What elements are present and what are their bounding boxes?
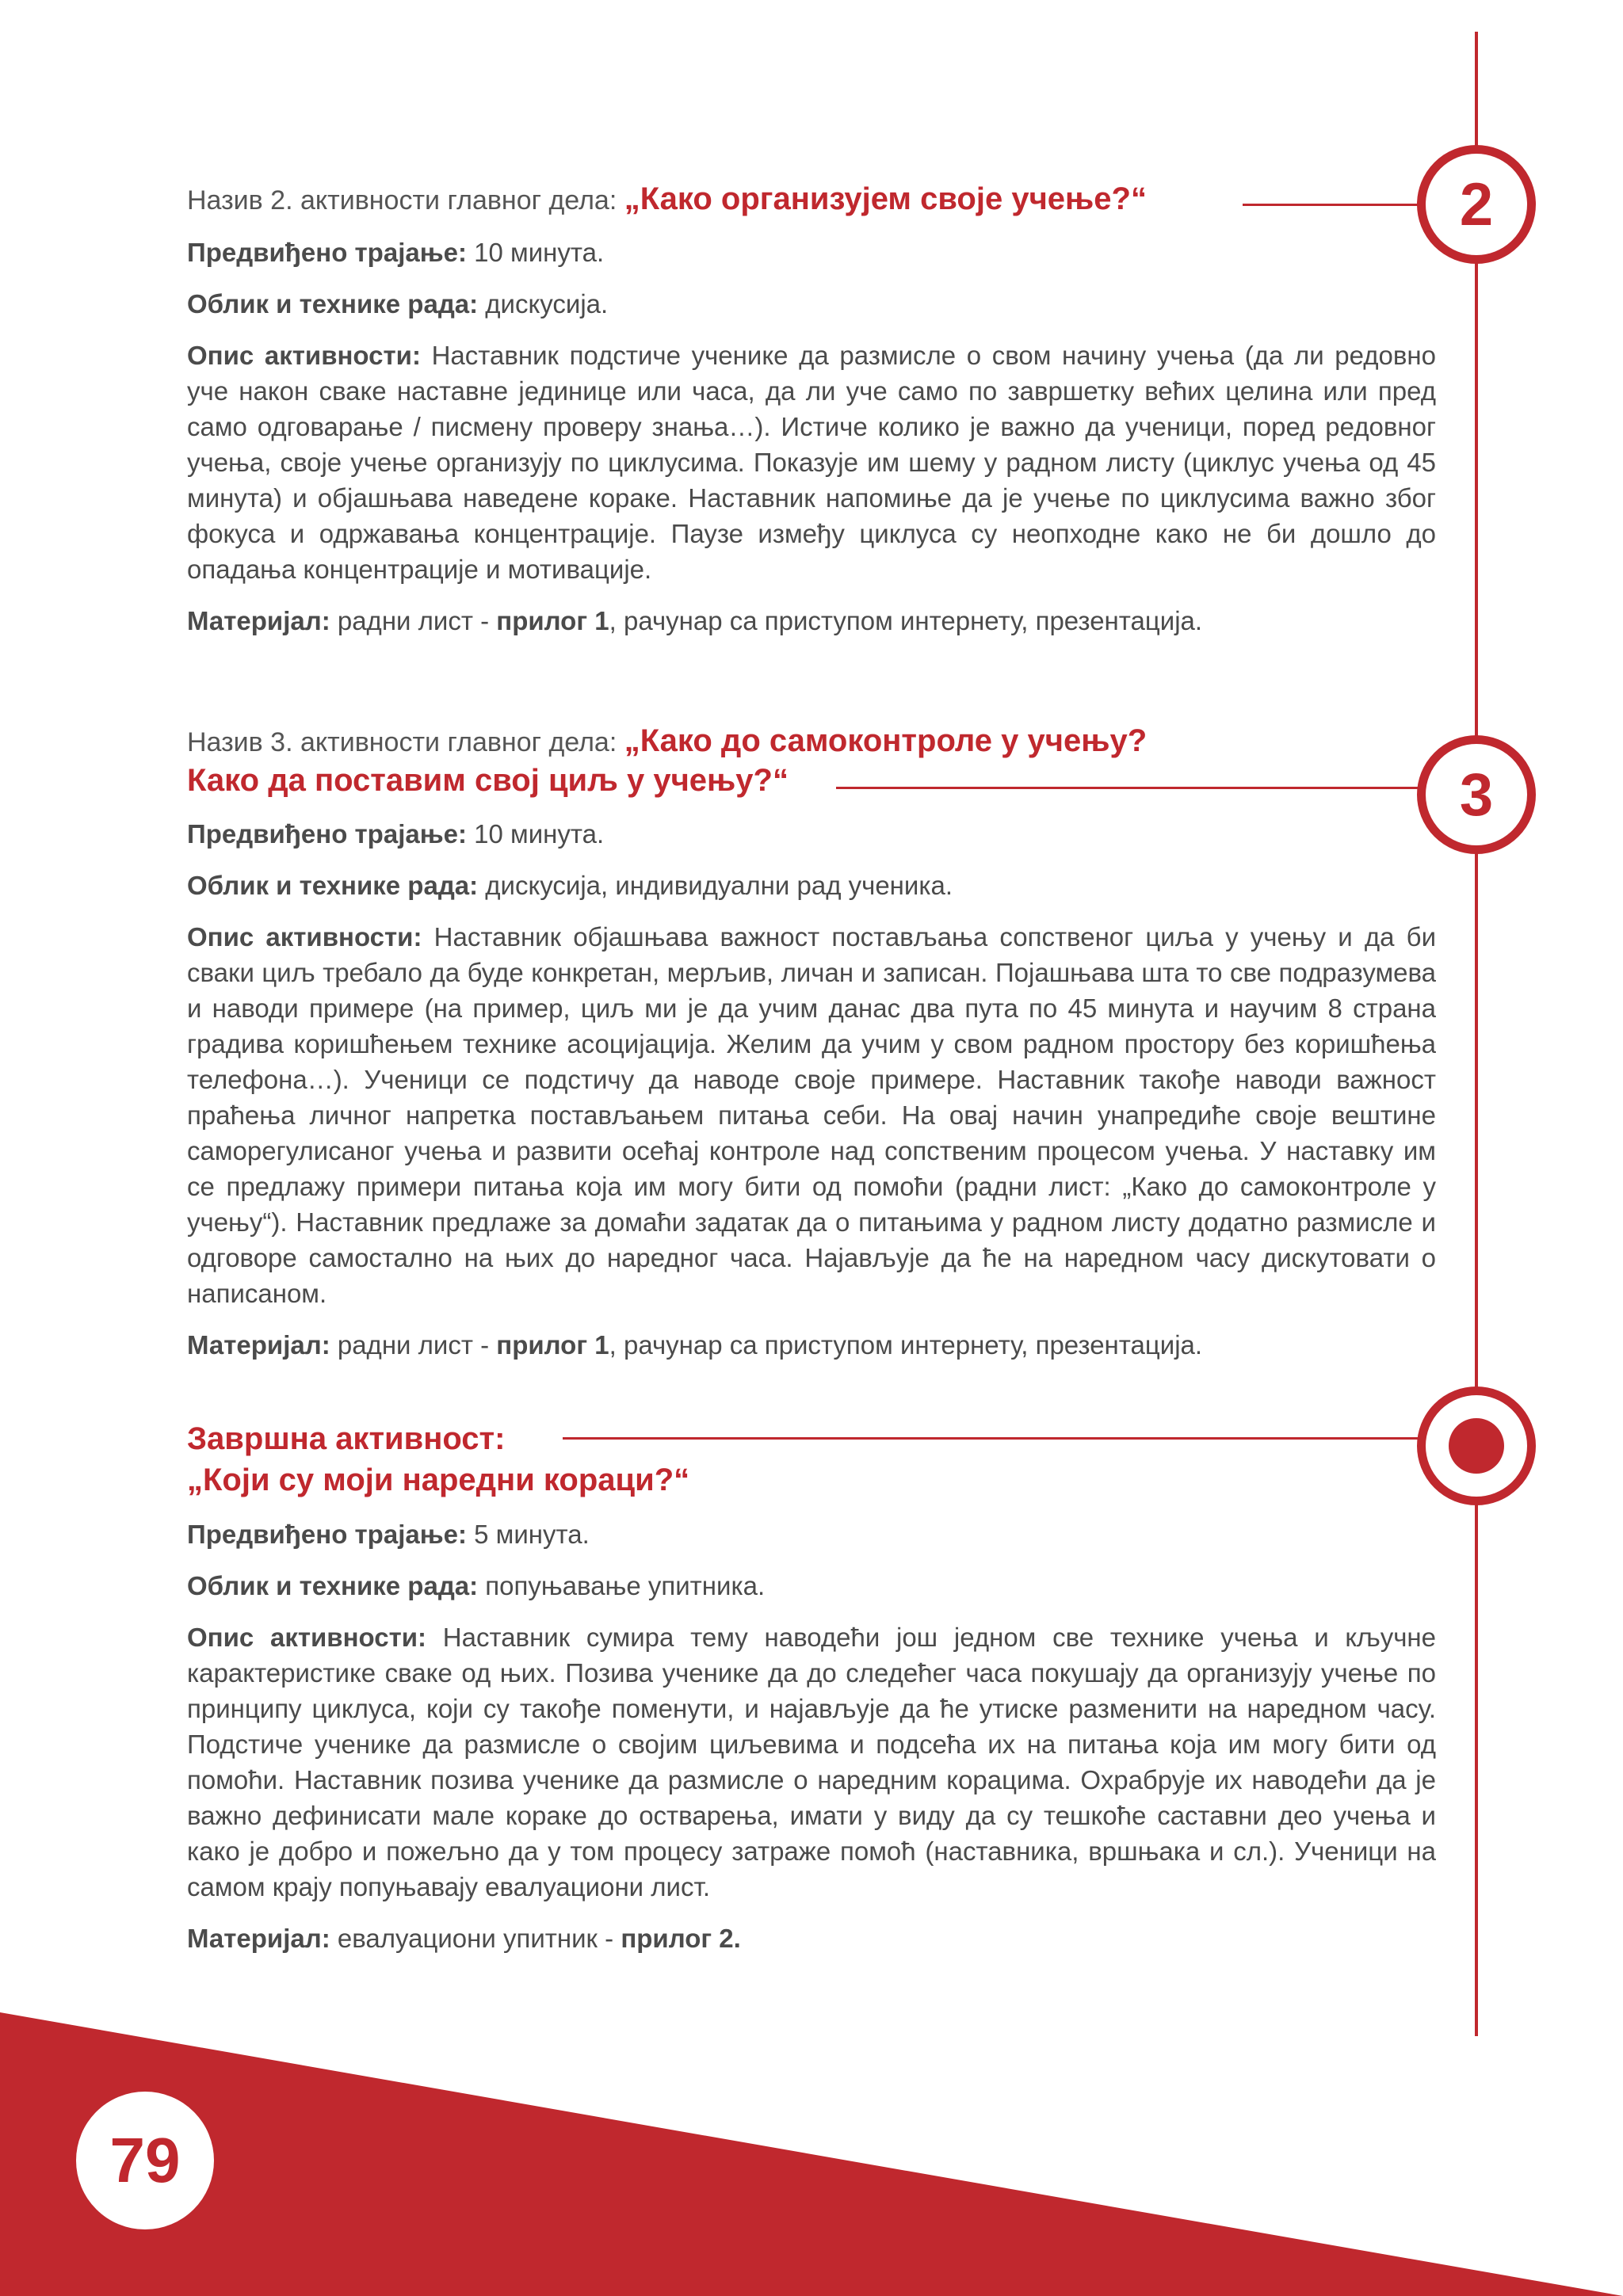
target-dot-icon: [1449, 1418, 1504, 1474]
material-post: , рачунар са приступом интернету, презентација.: [609, 1330, 1203, 1360]
material-label: Материјал:: [187, 606, 330, 635]
activity-2-title: [187, 181, 1436, 219]
activity-2-duration: [187, 235, 1436, 270]
material-pre: евалуациони упитник -: [330, 1924, 621, 1953]
final-description: [187, 1619, 1436, 1905]
duration-label: Предвиђено трајање:: [187, 1520, 467, 1549]
description-label: Опис активности:: [187, 341, 421, 370]
material-post: , рачунар са приступом интернету, презентација.: [609, 606, 1203, 635]
material-pre: радни лист -: [330, 606, 497, 635]
activity-2-form: [187, 286, 1436, 322]
activity-3-description: [187, 919, 1436, 1311]
description-label: Опис активности:: [187, 922, 422, 952]
duration-value: 10 минута.: [466, 819, 605, 849]
material-pre: радни лист -: [330, 1330, 497, 1360]
final-material: [187, 1920, 1436, 1956]
page-number: 79: [109, 2125, 181, 2195]
activity-3-duration: [187, 816, 1436, 852]
footer-red-band: [0, 1997, 1623, 2296]
form-value: дискусија.: [478, 289, 609, 318]
form-label: Облик и технике рада:: [187, 871, 479, 900]
final-duration: [187, 1516, 1436, 1552]
activity-2-title-prefix: Назив 2. активности главног дела:: [187, 185, 624, 215]
final-form: [187, 1568, 1436, 1604]
activity-3-material: [187, 1327, 1436, 1363]
activity-3-marker-number: 3: [1459, 761, 1494, 829]
description-value: Наставник објашњава важност постављања сопственог циља у учењу и да би сваки циљ требало да буде конкретан, мерљив, личан и записан. Појашњава шта то све подразумева и наводи примере (на пример, циљ ми је да учим данас два пута по 45 минута и научим 8 страна градива коришћењем технике асоцијација. Желим да учим у свом радном простору без коришћења телефона…). Ученици се подстичу да наводе своје примере. Наставник такође наводи важност праћења личног напретка постављањем питања себи. На овај начин унапредиће своје вештине саморегулисаног учења и развити осећај контроле над сопственим процесом учења. У наставку им се предлажу примери питања која им могу бити од помоћи (радни лист: „Како до самоконтроле у учењу“). Наставник предлаже за домаћи задатак да о питањима у радном листу додатно размисле и одговоре самостално на њих до наредног часа. Најављује да ће на наредном часу дискутовати о написаном.: [187, 922, 1436, 1308]
form-value: попуњавање упитника.: [478, 1571, 766, 1600]
final-activity-section: [187, 1418, 1436, 1956]
description-value: Наставник сумира тему наводећи још једном све технике учења и кључне карактеристике сваке од њих. Позива ученике да до следећег часа покушају да организују учење по принципу циклуса, који су такође поменути, и најављује да ће утиске разменити на наредном часу. Подстиче ученике да размисле о својим циљевима и подсећа их на питања која им могу бити од помоћи. Наставник позива ученике да размисле о наредним корацима. Охрабрује их наводећи да је важно дефинисати мале кораке до остварења, имати у виду да су тешкоће саставни део учења и како је добро и пожељно да у том процесу затраже помоћ (наставника, вршњака и сл.). Ученици на самом крају попуњавају евалуациони лист.: [187, 1623, 1436, 1901]
duration-label: Предвиђено трајање:: [187, 238, 467, 267]
activity-3-title: [187, 723, 1436, 761]
timeline-line: [1475, 32, 1478, 2036]
activity-3-title-prefix: Назив 3. активности главног дела:: [187, 727, 624, 757]
activity-2-section: [187, 181, 1436, 639]
activity-3-title-line2: Како да поставим свој циљ у учењу?“: [187, 763, 789, 798]
duration-value: 5 минута.: [466, 1520, 590, 1549]
material-label: Материјал:: [187, 1924, 330, 1953]
description-value: Наставник подстиче ученике да размисле о свом начину учења (да ли редовно уче након сваке наставне јединице или часа, да ли уче само по завршетку већих целина или пред само одговарање / писмену проверу знања…). Истиче колико је важно да ученици, поред редовног учења, своје учење организују по циклусима. Показује им шему у радном листу (циклус учења од 45 минута) и објашњава наведене кораке. Наставник напомиње да је учење по циклусима важно због фокуса и одржавања концентрације. Паузе између циклуса су неопходне како не би дошло до опадања концентрације и мотивације.: [187, 341, 1436, 584]
activity-3-form: [187, 868, 1436, 903]
activity-3-title-line1: „Како до самоконтроле у учењу?: [624, 723, 1148, 758]
material-attachment: прилог 1: [496, 606, 609, 635]
page-number-badge: [76, 2092, 214, 2229]
footer-wedge: [0, 2012, 1623, 2296]
final-activity-title: Завршна активност:: [187, 1421, 506, 1456]
material-label: Материјал:: [187, 1330, 330, 1360]
material-attachment: прилог 1: [496, 1330, 609, 1360]
activity-3-section: [187, 723, 1436, 1363]
activity-2-title-main: „Како организујем своје учење?“: [624, 181, 1147, 216]
material-attachment: прилог 2.: [621, 1924, 741, 1953]
activity-2-description: [187, 338, 1436, 587]
activity-3-title-second-line: [187, 762, 1436, 800]
description-label: Опис активности:: [187, 1623, 427, 1652]
form-label: Облик и технике рада:: [187, 289, 479, 318]
form-value: дискусија, индивидуални рад ученика.: [478, 871, 953, 900]
duration-label: Предвиђено трајање:: [187, 819, 467, 849]
activity-2-material: [187, 603, 1436, 639]
form-label: Облик и технике рада:: [187, 1571, 479, 1600]
activity-2-marker-number: 2: [1459, 170, 1494, 238]
final-activity-subtitle: „Који су моји наредни кораци?“: [187, 1463, 690, 1497]
duration-value: 10 минута.: [466, 238, 605, 267]
